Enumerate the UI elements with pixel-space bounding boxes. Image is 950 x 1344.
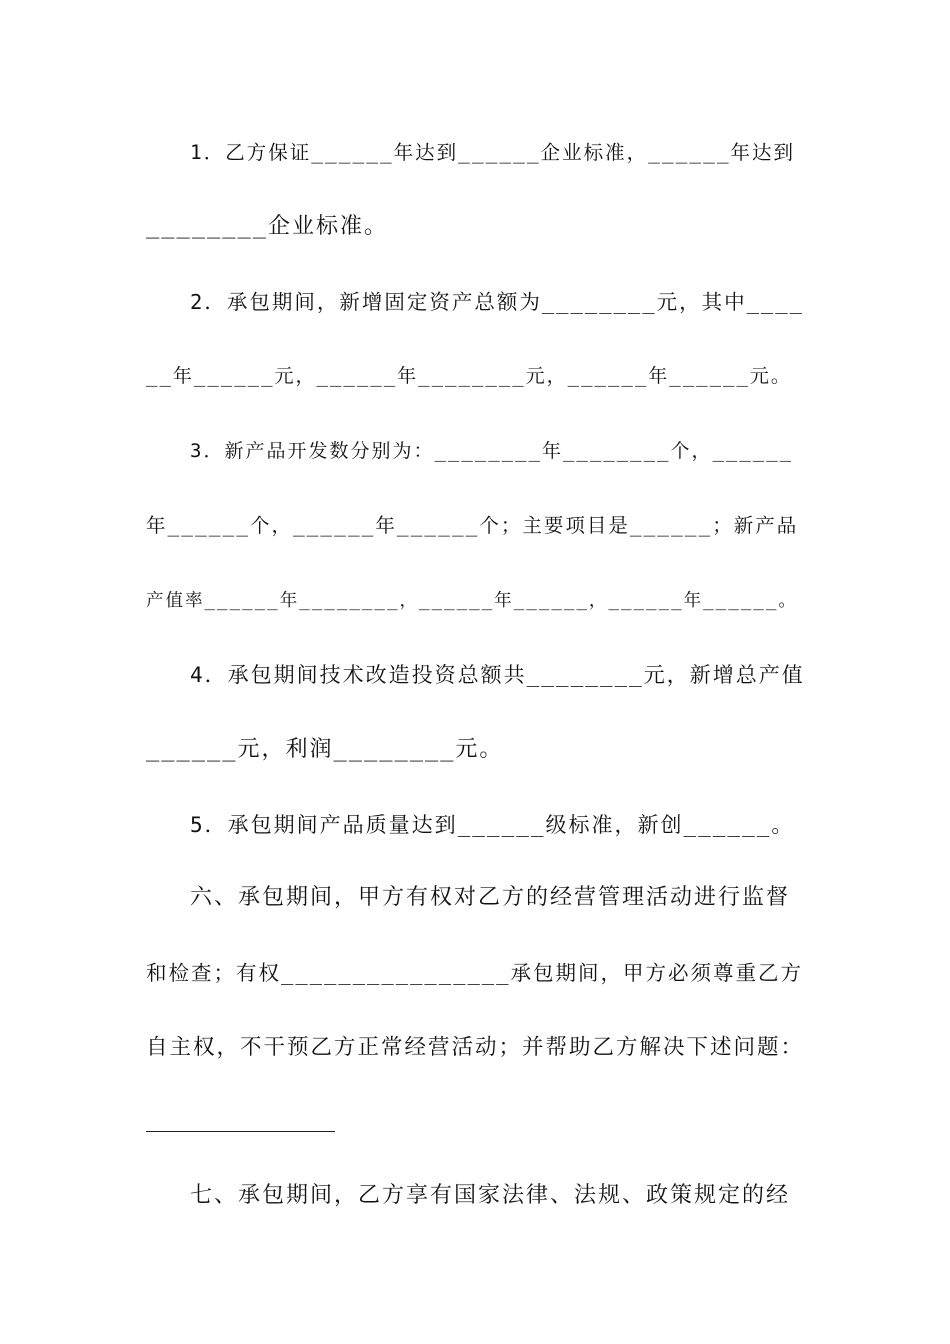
item-2-line-1: 2．承包期间，新增固定资产总额为________元，其中____ [190, 290, 804, 314]
item-2-line-2: __年______元，______年________元，______年______元。 [146, 365, 792, 387]
item-5-line-1: 5．承包期间产品质量达到______级标准，新创______。 [190, 813, 795, 837]
clause-6-line-1: 六、承包期间，甲方有权对乙方的经营管理活动进行监督 [190, 885, 791, 910]
item-3-line-1: 3．新产品开发数分别为：________年________个，______ [190, 440, 794, 462]
clause-7-line-1: 七、承包期间，乙方享有国家法律、法规、政策规定的经 [190, 1183, 791, 1208]
item-1-line-2: ________企业标准。 [146, 214, 388, 239]
item-1-line-1: 1．乙方保证______年达到______企业标准，______年达到 [190, 141, 796, 164]
clause-6-line-2: 和检查；有权________________承包期间，甲方必须尊重乙方 [146, 961, 803, 985]
item-3-line-2: 年______个，______年______个；主要项目是______；新产品 [146, 514, 799, 537]
blank-fill-line [146, 1131, 335, 1132]
item-4-line-2: ______元，利润________元。 [146, 737, 504, 762]
clause-6-line-3: 自主权，不干预乙方正常经营活动；并帮助乙方解决下述问题： [146, 1035, 805, 1060]
item-3-line-3: 产值率______年________，______年______，______年______。 [146, 591, 798, 611]
item-4-line-1: 4．承包期间技术改造投资总额共________元，新增总产值 [190, 663, 805, 687]
